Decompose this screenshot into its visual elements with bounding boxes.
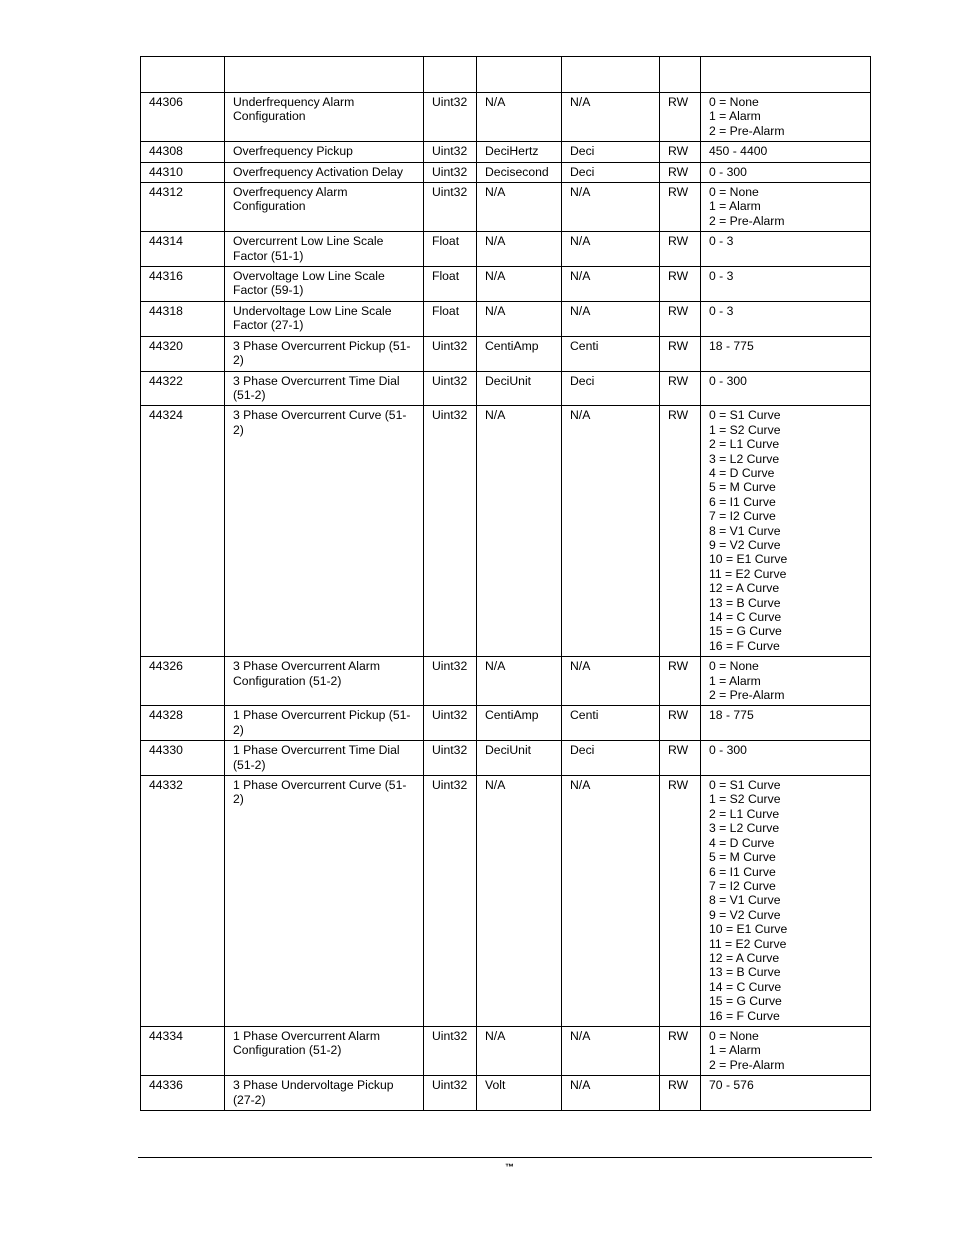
- units-cell: DeciUnit: [477, 371, 562, 406]
- access-cell: RW: [660, 706, 701, 741]
- register-cell: 44330: [141, 741, 225, 776]
- name-cell: Undervoltage Low Line Scale Factor (27-1): [225, 301, 424, 336]
- table-row: [141, 183, 871, 232]
- table-row: [141, 301, 871, 336]
- type-cell: Uint32: [424, 657, 477, 706]
- name-cell: 1 Phase Overcurrent Pickup (51- 2): [225, 706, 424, 741]
- range-cell: 450 - 4400: [701, 142, 871, 162]
- units-cell: Volt: [477, 1076, 562, 1111]
- type-cell: Float: [424, 267, 477, 302]
- range-cell: 0 - 3: [701, 301, 871, 336]
- name-cell: Overfrequency Activation Delay: [225, 162, 424, 182]
- units-cell: CentiAmp: [477, 706, 562, 741]
- type-cell: Uint32: [424, 371, 477, 406]
- range-cell: 18 - 775: [701, 336, 871, 371]
- register-cell: 44312: [141, 183, 225, 232]
- range-cell: 18 - 775: [701, 706, 871, 741]
- name-cell: Overfrequency Alarm Configuration: [225, 183, 424, 232]
- access-cell: RW: [660, 301, 701, 336]
- register-cell: 44324: [141, 406, 225, 657]
- range-cell: 70 - 576: [701, 1076, 871, 1111]
- header-cell: [562, 57, 660, 93]
- type-cell: Uint32: [424, 93, 477, 142]
- table-row: [141, 162, 871, 182]
- scale-cell: N/A: [562, 406, 660, 657]
- access-cell: RW: [660, 93, 701, 142]
- name-cell: Overfrequency Pickup: [225, 142, 424, 162]
- access-cell: RW: [660, 183, 701, 232]
- table-row: [141, 232, 871, 267]
- table-row: [141, 1026, 871, 1075]
- register-cell: 44306: [141, 93, 225, 142]
- type-cell: Uint32: [424, 1076, 477, 1111]
- type-cell: Uint32: [424, 776, 477, 1027]
- type-cell: Uint32: [424, 1026, 477, 1075]
- type-cell: Uint32: [424, 183, 477, 232]
- register-cell: 44326: [141, 657, 225, 706]
- table-row: [141, 741, 871, 776]
- scale-cell: Centi: [562, 336, 660, 371]
- range-cell: 0 = S1 Curve 1 = S2 Curve 2 = L1 Curve 3 = L2 Curve 4 = D Curve 5 = M Curve 6 = I1 Curve 7 = I2 Curve 8 = V1 Curve 9 = V2 Curve 10 = E1 Curve 11 = E2 Curve 12 = A Curve 13 = B Curve 14 = C Curve 15 = G Curve 16 = F Curve: [701, 776, 871, 1027]
- units-cell: Decisecond: [477, 162, 562, 182]
- header-cell: [701, 57, 871, 93]
- range-cell: 0 - 3: [701, 232, 871, 267]
- type-cell: Uint32: [424, 706, 477, 741]
- scale-cell: Deci: [562, 162, 660, 182]
- name-cell: 1 Phase Overcurrent Time Dial (51-2): [225, 741, 424, 776]
- name-cell: 3 Phase Overcurrent Pickup (51- 2): [225, 336, 424, 371]
- table-row: [141, 371, 871, 406]
- header-cell: [225, 57, 424, 93]
- access-cell: RW: [660, 336, 701, 371]
- range-cell: 0 - 3: [701, 267, 871, 302]
- register-cell: 44318: [141, 301, 225, 336]
- register-cell: 44332: [141, 776, 225, 1027]
- type-cell: Float: [424, 301, 477, 336]
- register-cell: 44316: [141, 267, 225, 302]
- range-cell: 0 - 300: [701, 741, 871, 776]
- table-row: [141, 657, 871, 706]
- scale-cell: Deci: [562, 741, 660, 776]
- scale-cell: Deci: [562, 142, 660, 162]
- access-cell: RW: [660, 1026, 701, 1075]
- access-cell: RW: [660, 142, 701, 162]
- range-cell: 0 = None 1 = Alarm 2 = Pre-Alarm: [701, 1026, 871, 1075]
- header-cell: [660, 57, 701, 93]
- name-cell: 3 Phase Overcurrent Time Dial (51-2): [225, 371, 424, 406]
- type-cell: Uint32: [424, 162, 477, 182]
- range-cell: 0 - 300: [701, 162, 871, 182]
- units-cell: N/A: [477, 301, 562, 336]
- name-cell: 3 Phase Undervoltage Pickup (27-2): [225, 1076, 424, 1111]
- register-cell: 44334: [141, 1026, 225, 1075]
- range-cell: 0 = S1 Curve 1 = S2 Curve 2 = L1 Curve 3 = L2 Curve 4 = D Curve 5 = M Curve 6 = I1 Curve 7 = I2 Curve 8 = V1 Curve 9 = V2 Curve 10 = E1 Curve 11 = E2 Curve 12 = A Curve 13 = B Curve 14 = C Curve 15 = G Curve 16 = F Curve: [701, 406, 871, 657]
- table-row: [141, 336, 871, 371]
- range-cell: 0 = None 1 = Alarm 2 = Pre-Alarm: [701, 657, 871, 706]
- access-cell: RW: [660, 406, 701, 657]
- scale-cell: N/A: [562, 267, 660, 302]
- header-cell: [477, 57, 562, 93]
- access-cell: RW: [660, 371, 701, 406]
- type-cell: Uint32: [424, 142, 477, 162]
- access-cell: RW: [660, 267, 701, 302]
- table-row: [141, 706, 871, 741]
- table-row: [141, 1076, 871, 1111]
- table-row: [141, 406, 871, 657]
- units-cell: N/A: [477, 657, 562, 706]
- name-cell: 3 Phase Overcurrent Alarm Configuration (51-2): [225, 657, 424, 706]
- units-cell: DeciHertz: [477, 142, 562, 162]
- range-cell: 0 = None 1 = Alarm 2 = Pre-Alarm: [701, 183, 871, 232]
- scale-cell: N/A: [562, 232, 660, 267]
- type-cell: Uint32: [424, 406, 477, 657]
- range-cell: 0 = None 1 = Alarm 2 = Pre-Alarm: [701, 93, 871, 142]
- range-cell: 0 - 300: [701, 371, 871, 406]
- table-header-row: [141, 57, 871, 93]
- name-cell: 1 Phase Overcurrent Alarm Configuration (51-2): [225, 1026, 424, 1075]
- units-cell: CentiAmp: [477, 336, 562, 371]
- scale-cell: N/A: [562, 776, 660, 1027]
- name-cell: Overvoltage Low Line Scale Factor (59-1): [225, 267, 424, 302]
- access-cell: RW: [660, 657, 701, 706]
- footer-divider: [138, 1157, 872, 1158]
- scale-cell: Centi: [562, 706, 660, 741]
- type-cell: Uint32: [424, 741, 477, 776]
- register-cell: 44308: [141, 142, 225, 162]
- access-cell: RW: [660, 776, 701, 1027]
- scale-cell: N/A: [562, 1076, 660, 1111]
- register-table: [140, 56, 871, 1111]
- units-cell: DeciUnit: [477, 741, 562, 776]
- table-row: [141, 776, 871, 1027]
- name-cell: 3 Phase Overcurrent Curve (51- 2): [225, 406, 424, 657]
- scale-cell: N/A: [562, 1026, 660, 1075]
- units-cell: N/A: [477, 232, 562, 267]
- header-cell: [141, 57, 225, 93]
- access-cell: RW: [660, 162, 701, 182]
- name-cell: Overcurrent Low Line Scale Factor (51-1): [225, 232, 424, 267]
- table-row: [141, 93, 871, 142]
- units-cell: N/A: [477, 183, 562, 232]
- type-cell: Uint32: [424, 336, 477, 371]
- table-row: [141, 142, 871, 162]
- name-cell: 1 Phase Overcurrent Curve (51- 2): [225, 776, 424, 1027]
- scale-cell: N/A: [562, 657, 660, 706]
- scale-cell: N/A: [562, 93, 660, 142]
- units-cell: N/A: [477, 93, 562, 142]
- register-cell: 44320: [141, 336, 225, 371]
- scale-cell: N/A: [562, 183, 660, 232]
- header-cell: [424, 57, 477, 93]
- units-cell: N/A: [477, 1026, 562, 1075]
- scale-cell: N/A: [562, 301, 660, 336]
- register-cell: 44336: [141, 1076, 225, 1111]
- register-cell: 44322: [141, 371, 225, 406]
- register-cell: 44314: [141, 232, 225, 267]
- register-cell: 44328: [141, 706, 225, 741]
- access-cell: RW: [660, 741, 701, 776]
- type-cell: Float: [424, 232, 477, 267]
- units-cell: N/A: [477, 776, 562, 1027]
- scale-cell: Deci: [562, 371, 660, 406]
- name-cell: Underfrequency Alarm Configuration: [225, 93, 424, 142]
- register-cell: 44310: [141, 162, 225, 182]
- access-cell: RW: [660, 232, 701, 267]
- table-row: [141, 267, 871, 302]
- access-cell: RW: [660, 1076, 701, 1111]
- units-cell: N/A: [477, 267, 562, 302]
- trademark-symbol: ™: [505, 1162, 514, 1172]
- units-cell: N/A: [477, 406, 562, 657]
